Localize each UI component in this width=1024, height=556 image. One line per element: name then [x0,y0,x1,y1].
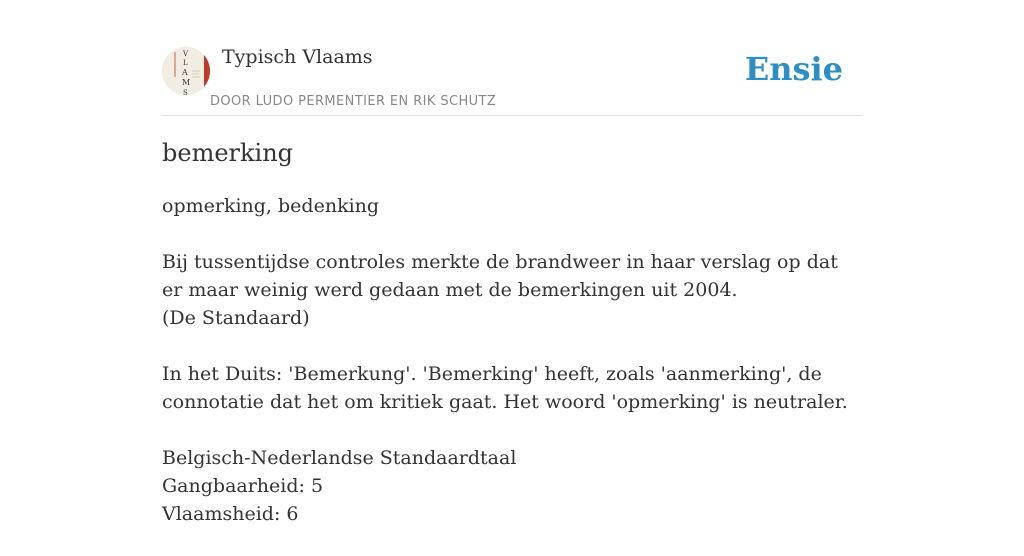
header-divider [162,115,862,116]
entry-body [162,192,852,556]
entry-term: bemerking [162,139,294,167]
cover-letter-v: V [183,50,189,58]
entry-definition: opmerking, bedenking [162,195,380,217]
cover-letter-m: M [182,78,191,87]
book-cover-image [162,47,210,95]
entry-example: Bij tussentijdse controles merkte de brandweer in haar verslag op dat er maar weinig werd gedaan met de bemerkingen uit 2004. [162,251,838,301]
book-title-link[interactable]: Typisch Vlaams [222,46,373,68]
entry-example-block [162,248,852,332]
entry-note: In het Duits: 'Bemerkung'. 'Bemerking' heeft, zoals 'aanmerking', de connotatie dat het om kritiek gaat. Het woord 'opmerking' is neutraler. [162,363,848,413]
cover-letter-s: S [183,89,188,95]
entry-vlaamsheid: Vlaamsheid: 6 [162,503,299,525]
ensie-logo-link[interactable]: Ensie [744,50,843,88]
book-header [162,44,862,116]
cover-letter-l: L [183,59,188,67]
entry-gangbaarheid: Gangbaarheid: 5 [162,475,324,497]
entry-meta-block [162,444,852,528]
cover-letter-a: A [182,68,188,77]
book-author: DOOR LUDO PERMENTIER EN RIK SCHUTZ [210,94,497,109]
entry-example-source: (De Standaard) [162,307,310,329]
entry-category: Belgisch-Nederlandse Standaardtaal [162,447,517,469]
book-cover-avatar[interactable] [162,47,210,95]
